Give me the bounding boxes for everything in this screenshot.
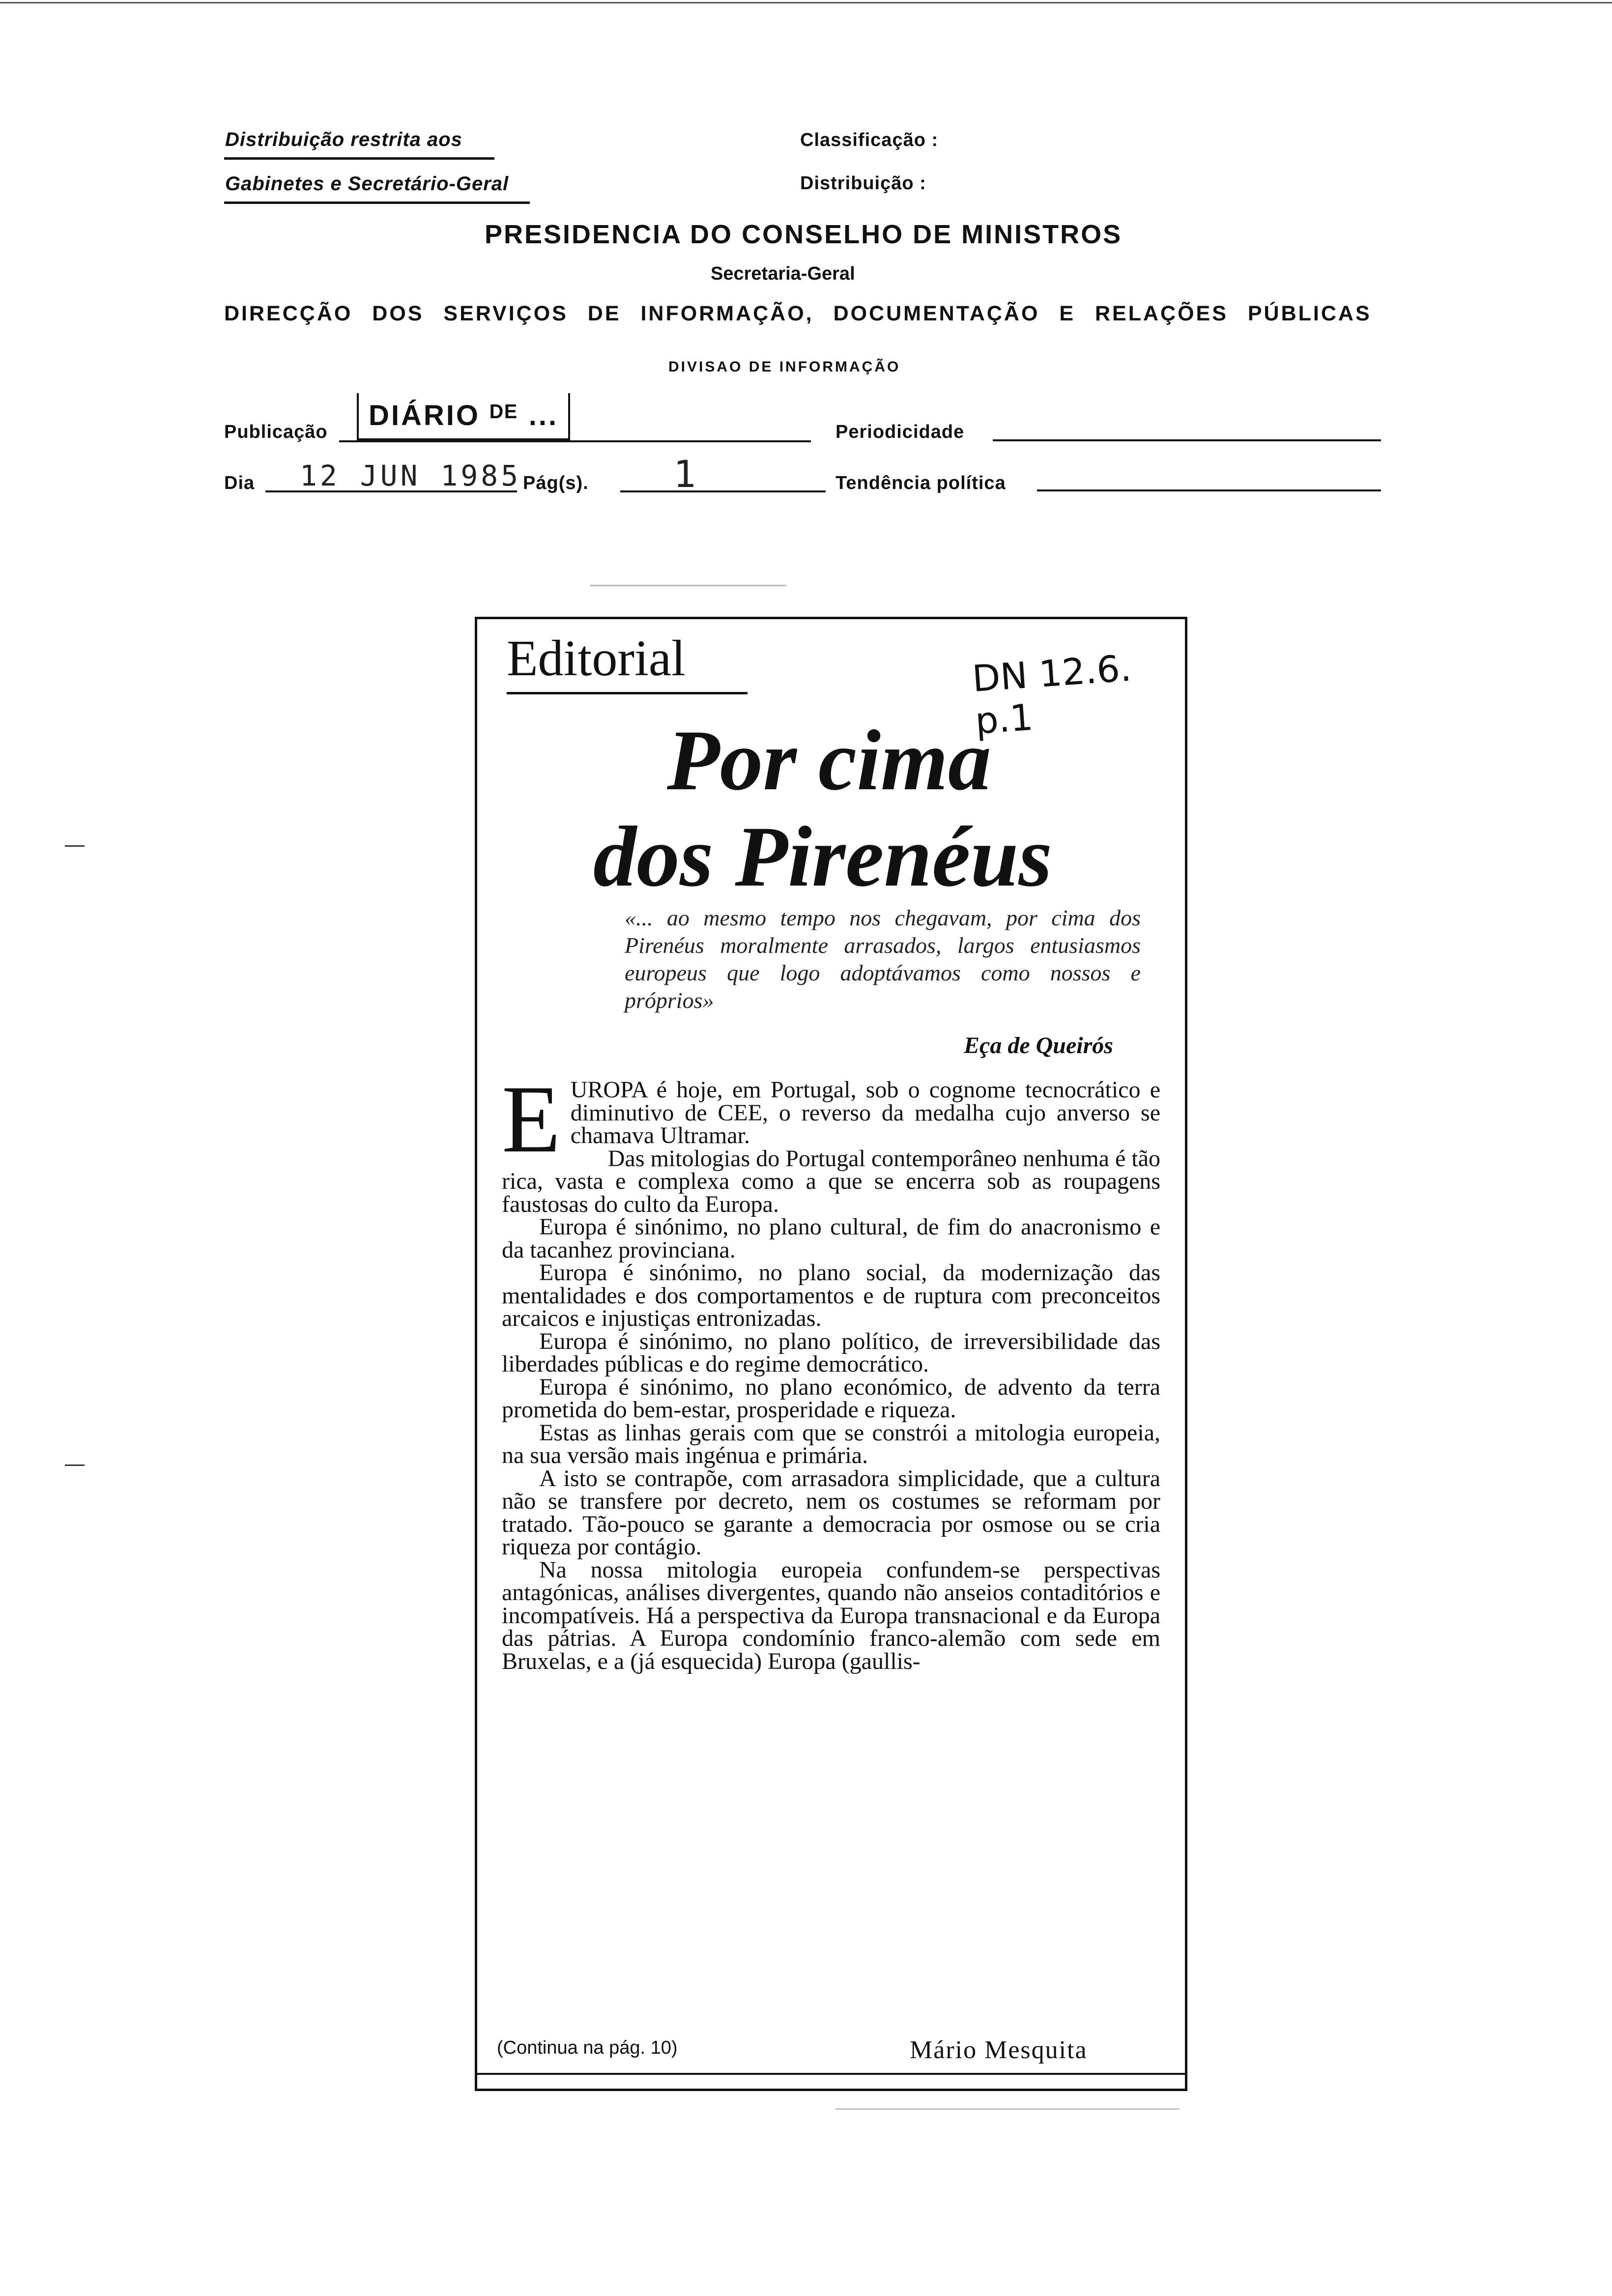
org-title: PRESIDENCIA DO CONSELHO DE MINISTROS (485, 220, 1123, 249)
clipping-bottom-rule (477, 2073, 1185, 2075)
division-name: DIVISAO DE INFORMAÇÃO (668, 359, 901, 375)
paragraph: Europa é sinónimo, no plano cultural, de fim do anacronismo e da tacanhez provinciana. (502, 1214, 1160, 1263)
epigraph: «... ao mesmo tempo nos chegavam, por cima dos Pirenéus moralmente arrasados, largos entusiasmos europeus que logo adoptávamos como nossos e próprios» (625, 905, 1141, 1013)
scan-top-edge (0, 2, 1612, 3)
restricted-rule-2 (224, 201, 530, 204)
distribuicao-label: Distribuição : (800, 173, 926, 194)
scan-speck (65, 1464, 85, 1466)
dia-label: Dia (224, 473, 255, 493)
restricted-line-2: Gabinetes e Secretário-Geral (225, 173, 509, 195)
byline: Mário Mesquita (910, 2036, 1088, 2064)
continued-note: (Continua na pág. 10) (497, 2038, 678, 2058)
periodicidade-label: Periodicidade (835, 422, 965, 442)
restricted-line-1: Distribuição restrita aos (225, 129, 462, 150)
publication-stamp: DIÁRIO ᴰᴱ ... (357, 393, 570, 440)
page-number-handwritten: 1 (673, 452, 699, 496)
headline-line-2: dos Pirenéus (593, 809, 1052, 905)
publicacao-label: Publicação (224, 422, 328, 442)
scan-speck (590, 585, 786, 586)
periodicidade-line (993, 439, 1381, 441)
paragraph: Europa é sinónimo, no plano social, da modernização das mentalidades e dos comportamentos e de ruptura com preconceitos arcaicos e injustiças entronizadas. (502, 1260, 1160, 1331)
paragraph: Estas as linhas gerais com que se constrói a mitologia europeia, na sua versão mais ingénua e primária. (502, 1419, 1160, 1468)
restricted-rule-1 (224, 157, 494, 160)
paragraph: Das mitologias do Portugal contemporâneo nenhuma é tão rica, vasta e complexa como a que se encerra sob as roupagens faustosas do culto da Europa. (502, 1145, 1160, 1217)
pags-line (620, 490, 826, 492)
section-underline (507, 692, 748, 694)
org-subtitle: Secretaria-Geral (711, 263, 855, 284)
tendencia-line (1037, 489, 1381, 491)
pags-label: Pág(s). (523, 473, 589, 493)
section-label: Editorial (507, 630, 686, 687)
publicacao-line (339, 440, 811, 442)
classificacao-label: Classificação : (800, 130, 939, 150)
paragraph: Europa é sinónimo, no plano político, de irreversibilidade das liberdades públicas e do regime democrático. (502, 1328, 1160, 1377)
drop-cap: E (502, 1066, 561, 1173)
newspaper-clipping (475, 617, 1187, 2091)
epigraph-author: Eça de Queirós (964, 1033, 1113, 1059)
date-stamp: 12 JUN 1985 (300, 459, 521, 492)
scan-speck (835, 2108, 1180, 2110)
paragraph: Europa é sinónimo, no plano económico, de advento da terra prometida do bem-estar, prosperidade e riqueza. (502, 1374, 1160, 1423)
paragraph: A isto se contrapõe, com arrasadora simplicidade, que a cultura não se transfere por decreto, nem os costumes se reformam por tratado. Tão-pouco se garante a democracia por osmose ou se cria riqueza por contágio. (502, 1465, 1160, 1560)
scan-speck (65, 845, 85, 847)
department-name: DIRECÇÃO DOS SERVIÇOS DE INFORMAÇÃO, DOCUMENTAÇÃO E RELAÇÕES PÚBLICAS (224, 302, 1372, 325)
headline-line-1: Por cima (667, 713, 991, 808)
handwritten-note: DN 12.6. p.1 (971, 647, 1133, 743)
paragraph: UROPA é hoje, em Portugal, sob o cognome tecnocrático e diminutivo de CEE, o reverso da medalha cujo anverso se chamava Ultramar. (570, 1077, 1160, 1148)
paragraph: Na nossa mitologia europeia confundem-se perspectivas antagónicas, análises divergentes, quando não anseios contaditórios e incompatíveis. Há a perspectiva da Europa transnacional e da Europa das pátrias. A Europa condomínio franco-alemão com sede em Bruxelas, e a (já esquecida) Europa (gaullis- (502, 1556, 1160, 1674)
article-body (502, 1066, 1160, 1674)
tendencia-label: Tendência política (835, 473, 1006, 493)
